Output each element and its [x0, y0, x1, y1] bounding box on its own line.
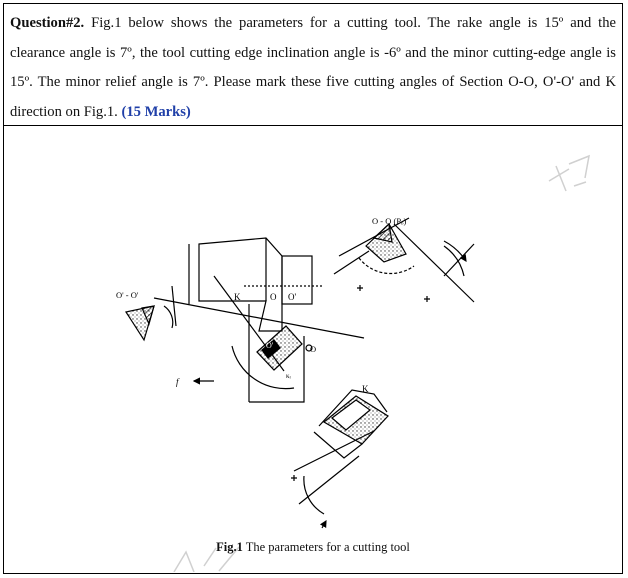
label-kappa: κᵣ [286, 372, 292, 380]
question-body: Fig.1 below shows the parameters for a cutting tool. The rake angle is 15º and the clearance angle is 7º, the tool cutting edge inclination angle is -6º and the minor cutting-edge angle is 15º. The minor relief angle is 7º. Please mark these five cutting angles of Section O-O, O'-O' and K direction on Fig.1. [10, 15, 617, 120]
label-o1-lower: O' [266, 341, 274, 350]
caption-label: Fig.1 [216, 540, 243, 554]
tool-head [282, 256, 312, 304]
question-box [4, 4, 622, 126]
section-oo-arc2 [444, 246, 464, 276]
label-feed: f [176, 377, 179, 387]
section-oo-line2 [394, 224, 474, 302]
label-section-o1o1: O' - O' [116, 290, 139, 300]
label-k-lower: K [362, 384, 369, 394]
marks-badge: (15 Marks) [121, 103, 191, 120]
k-view-arrow [322, 521, 326, 528]
tool-shank [199, 238, 282, 331]
figure-caption [4, 540, 622, 555]
tick-marks [291, 285, 430, 481]
label-section-oo: O - O (Pₒ) [372, 216, 407, 226]
section-line-long [154, 298, 364, 338]
section-o1-arc [164, 306, 173, 328]
section-oo-arrow [444, 241, 466, 261]
cutting-tool-diagram [4, 126, 622, 572]
tool-drawing [126, 218, 474, 528]
label-o-upper: O [270, 292, 277, 302]
k-view-axis1 [294, 431, 374, 471]
caption-text: The parameters for a cutting tool [242, 540, 410, 554]
question-label: Question#2. [10, 15, 85, 31]
label-o-lower: O [310, 344, 317, 354]
figure-area [4, 126, 622, 572]
page-frame [3, 3, 623, 574]
label-o1-upper: O' [288, 292, 297, 302]
k-view-arc [304, 476, 324, 514]
question-text [10, 9, 616, 127]
label-k-upper: K [234, 292, 241, 302]
